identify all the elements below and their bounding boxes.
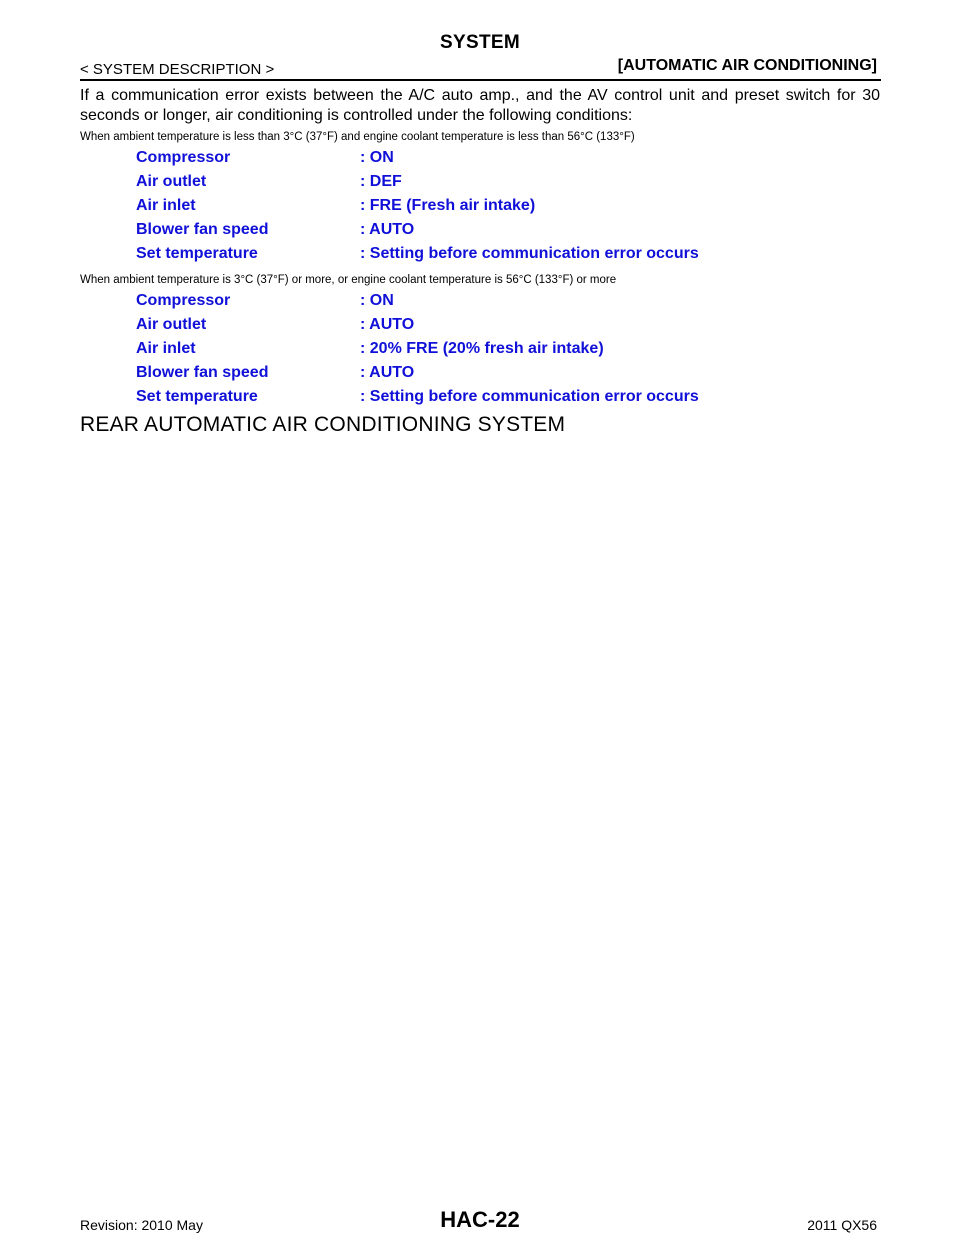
intro-line-1: If a communication error exists between the A/C auto amp., and the AV control unit and preset switch for 30	[80, 87, 880, 104]
intro-line-2: seconds or longer, air conditioning is controlled under the following conditions:	[80, 107, 633, 124]
spec-label: Air outlet	[136, 173, 207, 190]
spec-value: : 20% FRE (20% fresh air intake)	[360, 340, 604, 357]
spec-row	[136, 146, 880, 170]
condition-1-title: When ambient temperature is less than 3°C (37°F) and engine coolant temperature is less than 56°C (133°F)	[80, 131, 635, 143]
spec-row	[136, 337, 880, 361]
spec-value: : AUTO	[360, 316, 415, 333]
spec-value: : AUTO	[360, 221, 415, 238]
spec-value: : DEF	[360, 173, 402, 190]
section-breadcrumb: < SYSTEM DESCRIPTION >	[80, 61, 275, 78]
condition-1-spec-list	[136, 146, 880, 266]
spec-value: : Setting before communication error occurs	[360, 388, 699, 405]
condition-2-spec-list	[136, 289, 880, 409]
spec-row	[136, 242, 880, 266]
spec-row	[136, 194, 880, 218]
spec-label: Air outlet	[136, 316, 207, 333]
spec-label: Air inlet	[136, 340, 196, 357]
condition-2-title: When ambient temperature is 3°C (37°F) or more, or engine coolant temperature is 56°C (133°F) or more	[80, 274, 617, 286]
spec-row	[136, 218, 880, 242]
spec-label: Air inlet	[136, 197, 196, 214]
category-label: [AUTOMATIC AIR CONDITIONING]	[617, 57, 877, 74]
spec-value: : AUTO	[360, 364, 415, 381]
spec-row	[136, 170, 880, 194]
spec-row	[136, 385, 880, 409]
spec-label: Blower fan speed	[136, 221, 269, 238]
spec-label: Set temperature	[136, 388, 258, 405]
spec-value: : Setting before communication error occurs	[360, 245, 699, 262]
page-title: SYSTEM	[440, 32, 520, 53]
spec-row	[136, 289, 880, 313]
spec-value: : ON	[360, 292, 394, 309]
spec-row	[136, 313, 880, 337]
footer-model: 2011 QX56	[807, 1217, 877, 1233]
footer-revision: Revision: 2010 May	[80, 1217, 203, 1233]
header-divider	[80, 79, 881, 81]
spec-value: : ON	[360, 149, 394, 166]
spec-row	[136, 361, 880, 385]
spec-label: Compressor	[136, 149, 231, 166]
spec-label: Compressor	[136, 292, 231, 309]
section-heading: REAR AUTOMATIC AIR CONDITIONING SYSTEM	[80, 413, 566, 436]
spec-label: Blower fan speed	[136, 364, 269, 381]
spec-label: Set temperature	[136, 245, 258, 262]
spec-value: : FRE (Fresh air intake)	[360, 197, 536, 214]
page-number: HAC-22	[440, 1207, 520, 1232]
intro-paragraph	[80, 86, 880, 126]
